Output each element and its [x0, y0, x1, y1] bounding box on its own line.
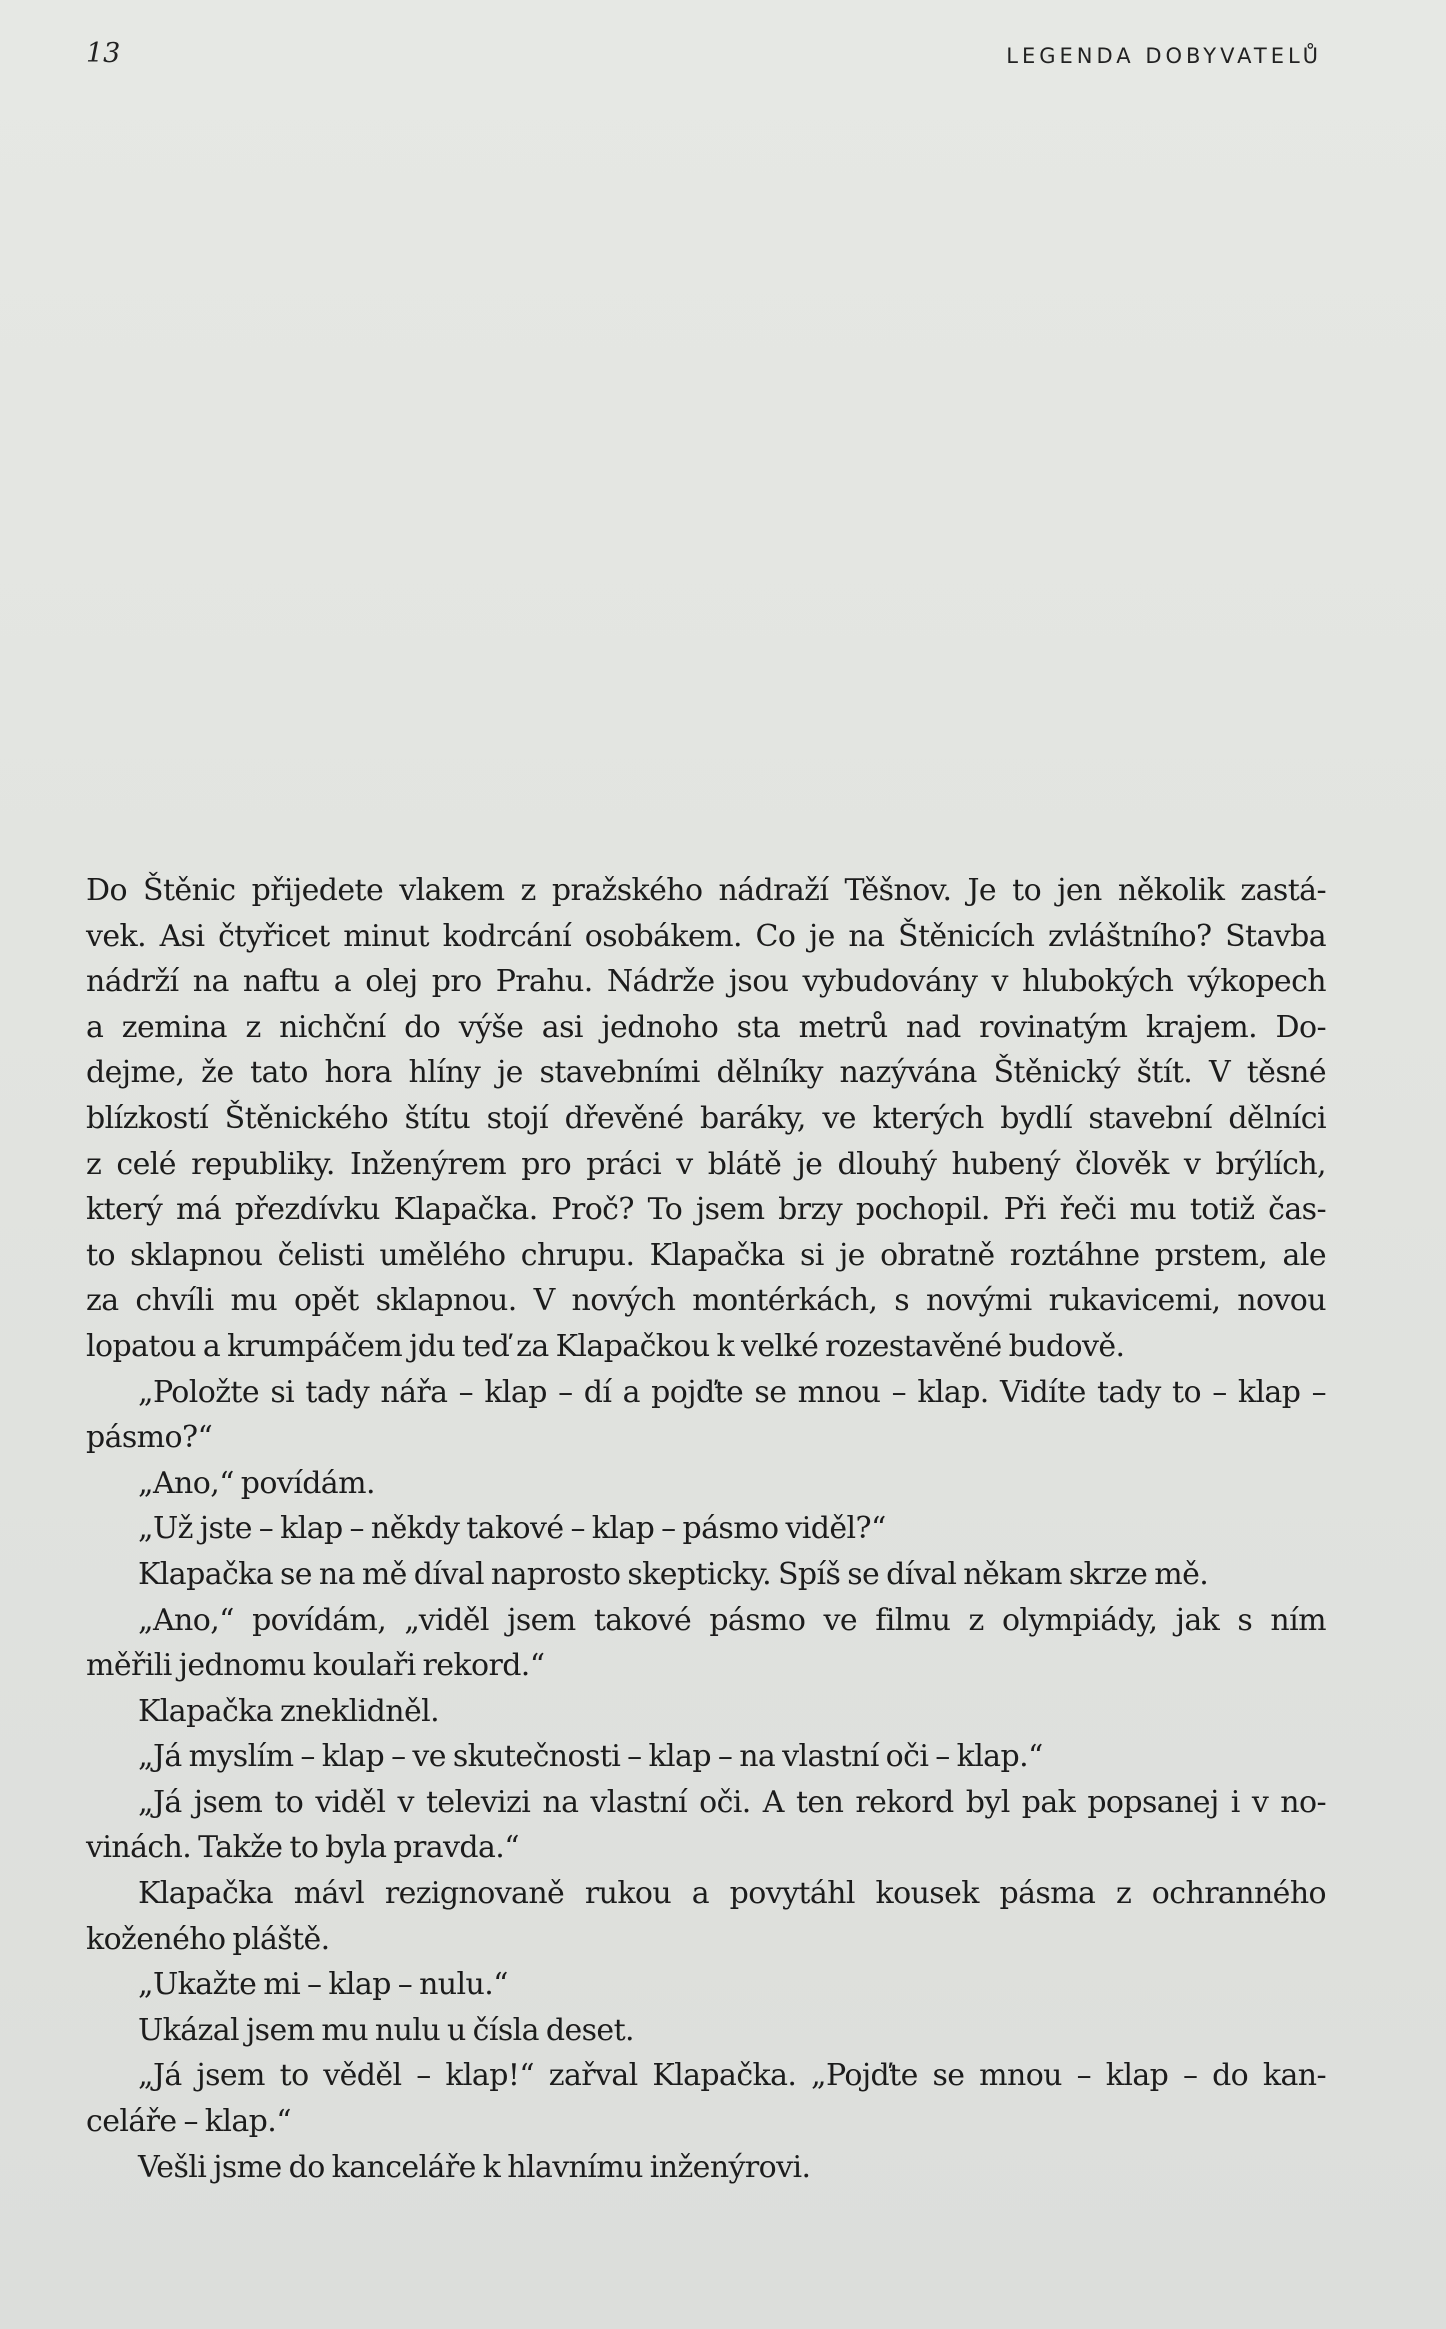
text-line: Klapačka mávl rezignovaně rukou a povytáhl kousek pásma z ochranného [138, 1876, 1326, 1912]
text-line: koženého pláště. [86, 1921, 330, 1957]
text-line: nádrží na naftu a olej pro Prahu. Nádrže jsou vybudovány v hlubokých výkopech [86, 964, 1326, 1000]
text-line: „Já jsem to věděl – klap!“ zařval Klapačka. „Pojďte se mnou – klap – do kan- [138, 2058, 1326, 2094]
text-line: který má přezdívku Klapačka. Proč? To jsem brzy pochopil. Při řeči mu totiž čas- [86, 1192, 1326, 1228]
text-line: pásmo?“ [86, 1420, 213, 1456]
text-line: z celé republiky. Inženýrem pro práci v blátě je dlouhý hubený člověk v brýlích, [86, 1146, 1326, 1182]
running-header-title: LEGENDA DOBYVATELŮ [1006, 44, 1322, 68]
text-line: Vešli jsme do kanceláře k hlavnímu inženýrovi. [138, 2149, 811, 2185]
page-number: 13 [86, 38, 121, 69]
text-line: a zemina z nichční do výše asi jednoho sta metrů nad rovinatým krajem. Do- [86, 1009, 1326, 1045]
text-line: „Ano,“ povídám, „viděl jsem takové pásmo ve filmu z olympiády, jak s ním [138, 1602, 1326, 1638]
text-line: dejme, že tato hora hlíny je stavebními dělníky nazývána Štěnický štít. V těsné [86, 1055, 1326, 1091]
text-line: blízkostí Štěnického štítu stojí dřevěné baráky, ve kterých bydlí stavební dělníci [86, 1100, 1326, 1136]
text-line: „Já myslím – klap – ve skutečnosti – klap – na vlastní oči – klap.“ [138, 1739, 1043, 1775]
text-line: celáře – klap.“ [86, 2104, 291, 2140]
text-line: „Ukažte mi – klap – nulu.“ [138, 1967, 508, 2003]
text-line: „Ano,“ povídám. [138, 1465, 375, 1501]
text-line: Klapačka zneklidněl. [138, 1693, 440, 1729]
text-line: za chvíli mu opět sklapnou. V nových montérkách, s novými rukavicemi, novou [86, 1283, 1326, 1319]
text-line: „Už jste – klap – někdy takové – klap – pásmo viděl?“ [138, 1511, 886, 1547]
text-line: to sklapnou čelisti umělého chrupu. Klapačka si je obratně roztáhne prstem, ale [86, 1237, 1326, 1273]
text-line: „Položte si tady nářa – klap – dí a pojďte se mnou – klap. Vidíte tady to – klap – [138, 1374, 1326, 1410]
text-line: Do Štěnic přijedete vlakem z pražského nádraží Těšnov. Je to jen několik zastá- [86, 873, 1326, 908]
text-line: vinách. Takže to byla pravda.“ [86, 1830, 519, 1866]
chapter-body-text [86, 868, 1326, 2190]
text-line: „Já jsem to viděl v televizi na vlastní oči. A ten rekord byl pak popsanej i v no- [138, 1784, 1326, 1820]
text-line: měřili jednomu koulaři rekord.“ [86, 1648, 545, 1684]
text-line: Klapačka se na mě díval naprosto skepticky. Spíš se díval někam skrze mě. [138, 1556, 1209, 1592]
text-line: lopatou a krumpáčem jdu teď za Klapačkou k velké rozestavěné budově. [86, 1328, 1125, 1364]
text-line: Ukázal jsem mu nulu u čísla deset. [138, 2012, 634, 2048]
text-line: vek. Asi čtyřicet minut kodrcání osobákem. Co je na Štěnicích zvláštního? Stavba [86, 918, 1326, 954]
